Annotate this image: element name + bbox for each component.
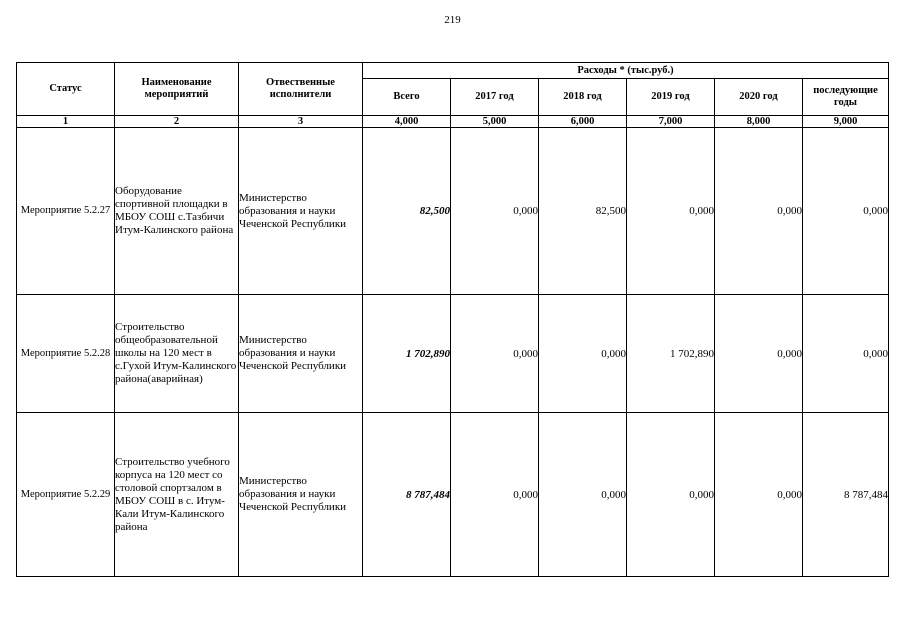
table-row	[17, 295, 889, 413]
row-later: 0,000	[803, 295, 889, 413]
table-row	[17, 413, 889, 577]
row-2018: 82,500	[539, 128, 627, 295]
row-2020: 0,000	[715, 295, 803, 413]
header-executors: Отвественные исполнители	[239, 63, 363, 116]
row-2019: 0,000	[627, 128, 715, 295]
row-2017: 0,000	[451, 295, 539, 413]
header-name: Наименование мероприятий	[115, 63, 239, 116]
header-2019: 2019 год	[627, 79, 715, 116]
table-row	[17, 128, 889, 295]
header-status: Статус	[17, 63, 115, 116]
row-executor: Министерство образования и науки Чеченской Республики	[239, 295, 363, 413]
row-2018: 0,000	[539, 295, 627, 413]
row-status: Мероприятие 5.2.27	[17, 128, 115, 295]
header-later-label: последующие годы	[813, 85, 878, 108]
row-2019: 1 702,890	[627, 295, 715, 413]
row-2019: 0,000	[627, 413, 715, 577]
column-number: 7,000	[627, 116, 715, 128]
row-status: Мероприятие 5.2.28	[17, 295, 115, 413]
row-name: Строительство общеобразовательной школы на 120 мест в с.Гухой Итум-Калинского района(аварийная)	[115, 295, 239, 413]
row-2020: 0,000	[715, 413, 803, 577]
column-number: 3	[239, 116, 363, 128]
column-number: 8,000	[715, 116, 803, 128]
column-number: 6,000	[539, 116, 627, 128]
row-executor: Министерство образования и науки Чеченской Республики	[239, 128, 363, 295]
row-2018: 0,000	[539, 413, 627, 577]
row-2017: 0,000	[451, 413, 539, 577]
row-status: Мероприятие 5.2.29	[17, 413, 115, 577]
column-number: 2	[115, 116, 239, 128]
row-later: 8 787,484	[803, 413, 889, 577]
row-name: Строительство учебного корпуса на 120 мест со столовой спортзалом в МБОУ СОШ в с. Итум-Кали Итум-Калинского района	[115, 413, 239, 577]
header-2020: 2020 год	[715, 79, 803, 116]
row-total: 1 702,890	[363, 295, 451, 413]
column-number: 1	[17, 116, 115, 128]
header-later	[803, 79, 889, 116]
header-2018: 2018 год	[539, 79, 627, 116]
row-total: 82,500	[363, 128, 451, 295]
row-total: 8 787,484	[363, 413, 451, 577]
expenses-table	[16, 62, 889, 577]
row-2020: 0,000	[715, 128, 803, 295]
column-number: 4,000	[363, 116, 451, 128]
column-number: 5,000	[451, 116, 539, 128]
header-expenses: Расходы * (тыс.руб.)	[363, 63, 889, 79]
header-2017: 2017 год	[451, 79, 539, 116]
page-number: 219	[444, 14, 461, 26]
row-name: Оборудование спортивной площадки в МБОУ СОШ с.Тазбичи Итум-Калинского района	[115, 128, 239, 295]
column-number: 9,000	[803, 116, 889, 128]
row-2017: 0,000	[451, 128, 539, 295]
row-executor: Министерство образования и науки Чеченской Республики	[239, 413, 363, 577]
column-numbers-row	[17, 116, 889, 128]
row-later: 0,000	[803, 128, 889, 295]
header-total: Всего	[363, 79, 451, 116]
